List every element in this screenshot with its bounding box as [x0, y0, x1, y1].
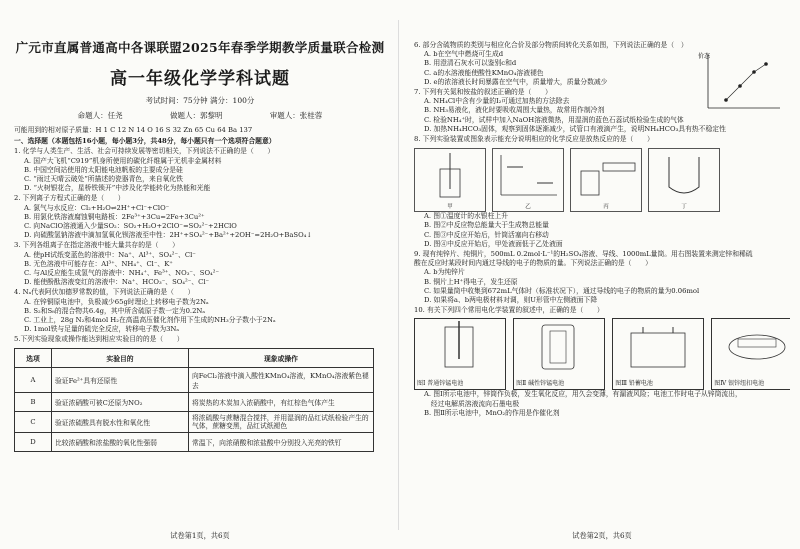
q6-option-d: D. e的浓溶液长时间暴露在空气中，质量增大，质量分数减少 — [424, 77, 608, 86]
question-6: 6. 部分含硫物质的类别与相应化合价及部分物质间转化关系如图，下列说法正确的是（ ） — [414, 41, 688, 49]
q6-option-b: B. 用澄清石灰水可以鉴别c和d — [424, 59, 517, 68]
q9-option-a: A. b为纯锌片 — [424, 268, 465, 277]
sulfur-valence-graph — [696, 50, 782, 114]
graph-axis-label: 价态 — [698, 53, 711, 60]
q2-option-a: A. 氯气与水反应：Cl₂+H₂O⇌2H⁺+Cl⁻+ClO⁻ — [24, 203, 170, 212]
figure-4 — [648, 148, 720, 212]
table-cell: 验证Fe²⁺具有还原性 — [52, 367, 189, 392]
question-2: 2. 下列离子方程式正确的是（ ） — [14, 194, 125, 203]
left-column — [14, 0, 386, 549]
author-2: 做题人：郭黎明 — [169, 111, 223, 120]
q3-option-d: D. 能使酚酞溶液变红的溶液中：Na⁺、HCO₃⁻、SO₄²⁻、Cl⁻ — [24, 278, 210, 287]
thermometer-apparatus-icon — [415, 149, 485, 201]
q2-option-d: D. 向硫酸氢钠溶液中滴加氢氧化钡溶液至中性：2H⁺+SO₄²⁻+Ba²⁺+2OH⁻=2H₂O+BaSO₄↓ — [24, 231, 313, 240]
page-footer-2: 试卷第2页，共6页 — [572, 531, 632, 540]
figure-caption: 丁 — [681, 204, 687, 211]
question-5: 5.下列实验现象或操作能达到相应实验目的的是（ ） — [14, 335, 184, 344]
q2-option-b: B. 用氯化铁溶液腐蚀铜电路板：2Fe³⁺+3Cu=2Fe+3Cu²⁺ — [24, 212, 205, 221]
question-8: 8. 下列实验装置或图象表示能充分说明相应的化学反应是放热反应的是（ ） — [414, 135, 654, 144]
table-row — [15, 367, 374, 392]
q8-option-d: D. 图④中反应开始后，甲处液面低于乙处液面 — [424, 239, 563, 248]
q4-option-d: D. 1mol铁与足量的硫完全反应，转移电子数为3Nₐ — [24, 325, 180, 334]
author-row — [14, 110, 386, 121]
author-1: 命题人：任尧 — [77, 111, 123, 120]
q10-option-a-cont: 经过电解质溶液流向石墨电极 — [424, 399, 520, 408]
table-header-row — [15, 348, 374, 367]
figure-2 — [492, 148, 564, 212]
q8-option-a: A. 图①温度计的水银柱上升 — [424, 212, 508, 221]
table-cell: B — [15, 392, 52, 411]
q7-option-c: C. 检验NH₄⁺时，试样中加入NaOH溶液微热，用湿润的蓝色石蕊试纸检验生成的气体 — [424, 115, 684, 124]
table-row — [15, 411, 374, 432]
q4-option-b: B. S₂和S₈的混合物共6.4g，其中所含硫原子数一定为0.2Nₐ — [24, 306, 205, 315]
q9-option-c: C. 如果量筒中收集到672mL气体时（标准状况下），通过导线的电子的物质的量为0.06mol — [424, 286, 700, 295]
q1-option-c: C. “雨过天晴云破处”所描述的瓷器青色，来自氧化铁 — [24, 175, 183, 184]
question-9: 9. 现有纯锌片、纯铜片，500mL 0.2mol·L⁻¹的H₂SO₄溶液、导线、1000mL量筒。用右图装置来测定锌和稀硫 — [414, 250, 753, 259]
exam-title: 广元市直属普通高中各课联盟2025年春季学期教学质量联合检测 — [15, 40, 385, 55]
table-cell: 将炭热的木炭加入浓硝酸中，有红棕色气体产生 — [189, 392, 374, 411]
table-cell: 将浓硫酸与蔗糖混合搅拌，并用湿润的品红试纸检验产生的气体，蔗糖变黑，品红试纸褪色 — [189, 411, 374, 432]
u-tube-apparatus-icon — [649, 149, 719, 201]
question-3: 3. 下列各组离子在指定溶液中能大量共存的是（ ） — [14, 241, 179, 250]
syringe-apparatus-icon — [571, 149, 641, 201]
table-header: 现象或操作 — [189, 348, 374, 367]
lead-acid-battery-icon — [613, 319, 703, 375]
battery-caption: 图Ⅰ 普通锌锰电池 — [417, 380, 464, 388]
q8-figures — [414, 148, 790, 212]
alkaline-cell-icon — [514, 319, 604, 375]
q7-option-b: B. NH₃易液化，液化时要吸收周围大量热，故常用作制冷剂 — [424, 106, 605, 115]
button-cell-icon — [712, 319, 790, 375]
page-footer-1: 试卷第1页，共6页 — [170, 531, 230, 540]
battery-figure-1 — [414, 318, 506, 390]
table-row — [15, 392, 374, 411]
q3-option-b: B. 无色溶液中可能存在：Al³⁺、NH₄⁺、Cl⁻、K⁺ — [24, 259, 173, 268]
battery-figures — [414, 318, 790, 390]
q9-option-b: B. 铜片上H⁺得电子，发生还原 — [424, 277, 518, 286]
q4-option-c: C. 工业上，28g N₂和4mol H₂在高温高压催化剂作用下生成的NH₃分子数小于2Nₐ — [24, 316, 276, 325]
question-9-cont: 酸在反应时某段时间内通过导线的电子的物质的量。下列说法正确的是（ ） — [414, 259, 652, 268]
column-divider — [398, 20, 399, 530]
table-cell: C — [15, 411, 52, 432]
figure-caption: 丙 — [603, 204, 609, 211]
table-cell: 向FeCl₂溶液中滴入酸性KMnO₄溶液，KMnO₄溶液紫色褪去 — [189, 367, 374, 392]
q1-option-b: B. 中国空间站使用的太阳能电池帆板的主要成分是硅 — [24, 165, 183, 174]
question-4: 4. Nₐ代表阿伏加德罗常数的值，下列说法正确的是（ ） — [14, 288, 195, 297]
q2-option-c: C. 向NaClO溶液通入少量SO₂：SO₂+H₂O+2ClO⁻=SO₃²⁻+2HClO — [24, 222, 237, 231]
author-3: 审题人：张桂蓉 — [269, 111, 323, 120]
q10-option-a: A. 图Ⅰ所示电池中，锌筒作负极，发生氧化反应，用久会变薄，有漏液风险；电池工作时电子从锌筒流出， — [424, 390, 742, 399]
figure-1 — [414, 148, 486, 212]
question-10: 10. 有关下列四个常用电化学装置的叙述中，正确的是（ ） — [414, 306, 604, 315]
q9-option-d: D. 如果将a、b两电极材料对调，则U形管中左侧液面下降 — [424, 296, 598, 305]
q8-option-b: B. 图②中反应物总能量大于生成物总能量 — [424, 221, 549, 230]
question-7: 7. 下列有关氮和铵盐的叙述正确的是（ ） — [414, 88, 552, 97]
battery-caption: 图Ⅳ 银锌纽扣电池 — [714, 380, 765, 388]
table-cell: 验证浓硝酸可被C还原为NO₂ — [52, 392, 189, 411]
battery-caption: 图Ⅲ 铅蓄电池 — [615, 380, 653, 388]
figure-caption: 乙 — [525, 204, 531, 211]
battery-figure-4 — [711, 318, 790, 390]
q3-option-c: C. 与Al反应能生成氢气的溶液中：NH₄⁺、Fe³⁺、NO₃⁻、SO₄²⁻ — [24, 269, 220, 278]
table-cell: 常温下，向浓硝酸和浓盐酸中分别投入光亮的铁钉 — [189, 432, 374, 451]
table-header: 实验目的 — [52, 348, 189, 367]
energy-diagram-icon — [493, 149, 563, 201]
table-cell: 比较浓硝酸和浓盐酸的氧化性强弱 — [52, 432, 189, 451]
q8-option-c: C. 图③中反应开始后，针筒活塞向右移动 — [424, 230, 549, 239]
table-cell: A — [15, 367, 52, 392]
table-row — [15, 432, 374, 451]
zinc-manganese-cell-icon — [415, 319, 505, 375]
q1-option-a: A. 国产大飞机“C919”机身所使用的碳化纤维属于无机非金属材料 — [24, 156, 222, 165]
exam-subtitle: 高一年级化学学科试题 — [110, 69, 290, 89]
right-column — [414, 0, 790, 549]
battery-figure-2 — [513, 318, 605, 390]
q10-option-b: B. 图Ⅱ所示电池中，MnO₂的作用是作催化剂 — [424, 408, 560, 417]
q6-option-c: C. a的水溶液能使酸性KMnO₄溶液褪色 — [424, 68, 544, 77]
figure-caption: 甲 — [447, 204, 453, 211]
q6-option-a: A. b在空气中燃烧可生成d — [424, 50, 504, 59]
atomic-masses: 可能用到的相对原子质量：H 1 C 12 N 14 O 16 S 32 Zn 65 Cu 64 Ba 137 — [14, 126, 253, 134]
q4-option-a: A. 在锌铜原电池中，负极减少65g时理论上转移电子数为2Nₐ — [24, 297, 209, 306]
figure-3 — [570, 148, 642, 212]
battery-caption: 图Ⅱ 碱性锌锰电池 — [516, 380, 565, 388]
q7-option-d: D. 加热NH₄HCO₃固体，观察到固体逐渐减少，试管口有液滴产生，说明NH₄HCO₃具有热不稳定性 — [424, 124, 726, 133]
q5-table — [14, 348, 374, 452]
table-cell: 验证浓硫酸具有脱水性和氧化性 — [52, 411, 189, 432]
q7-option-a: A. NH₄Cl中含有少量的I₂可通过加热的方法除去 — [424, 97, 570, 106]
table-header: 选项 — [15, 348, 52, 367]
table-cell: D — [15, 432, 52, 451]
q3-option-a: A. 使pH试纸变蓝色的溶液中：Na⁺、Al³⁺、SO₄²⁻、Cl⁻ — [24, 250, 196, 259]
exam-info: 考试时间：75分钟 满分：100分 — [145, 96, 255, 105]
battery-figure-3 — [612, 318, 704, 390]
section-1-heading: 一、选择题（本题包括16小题，每小题3分，共48分，每小题只有一个选项符合题意） — [14, 137, 276, 146]
question-1: 1. 化学与人类生产、生活、社会可持续发展等密切相关，下列说法不正确的是（ ） — [14, 147, 275, 156]
q1-option-d: D. “火树银花合，星桥铁锁开”中涉及化学能转化为热能和光能 — [24, 184, 211, 193]
